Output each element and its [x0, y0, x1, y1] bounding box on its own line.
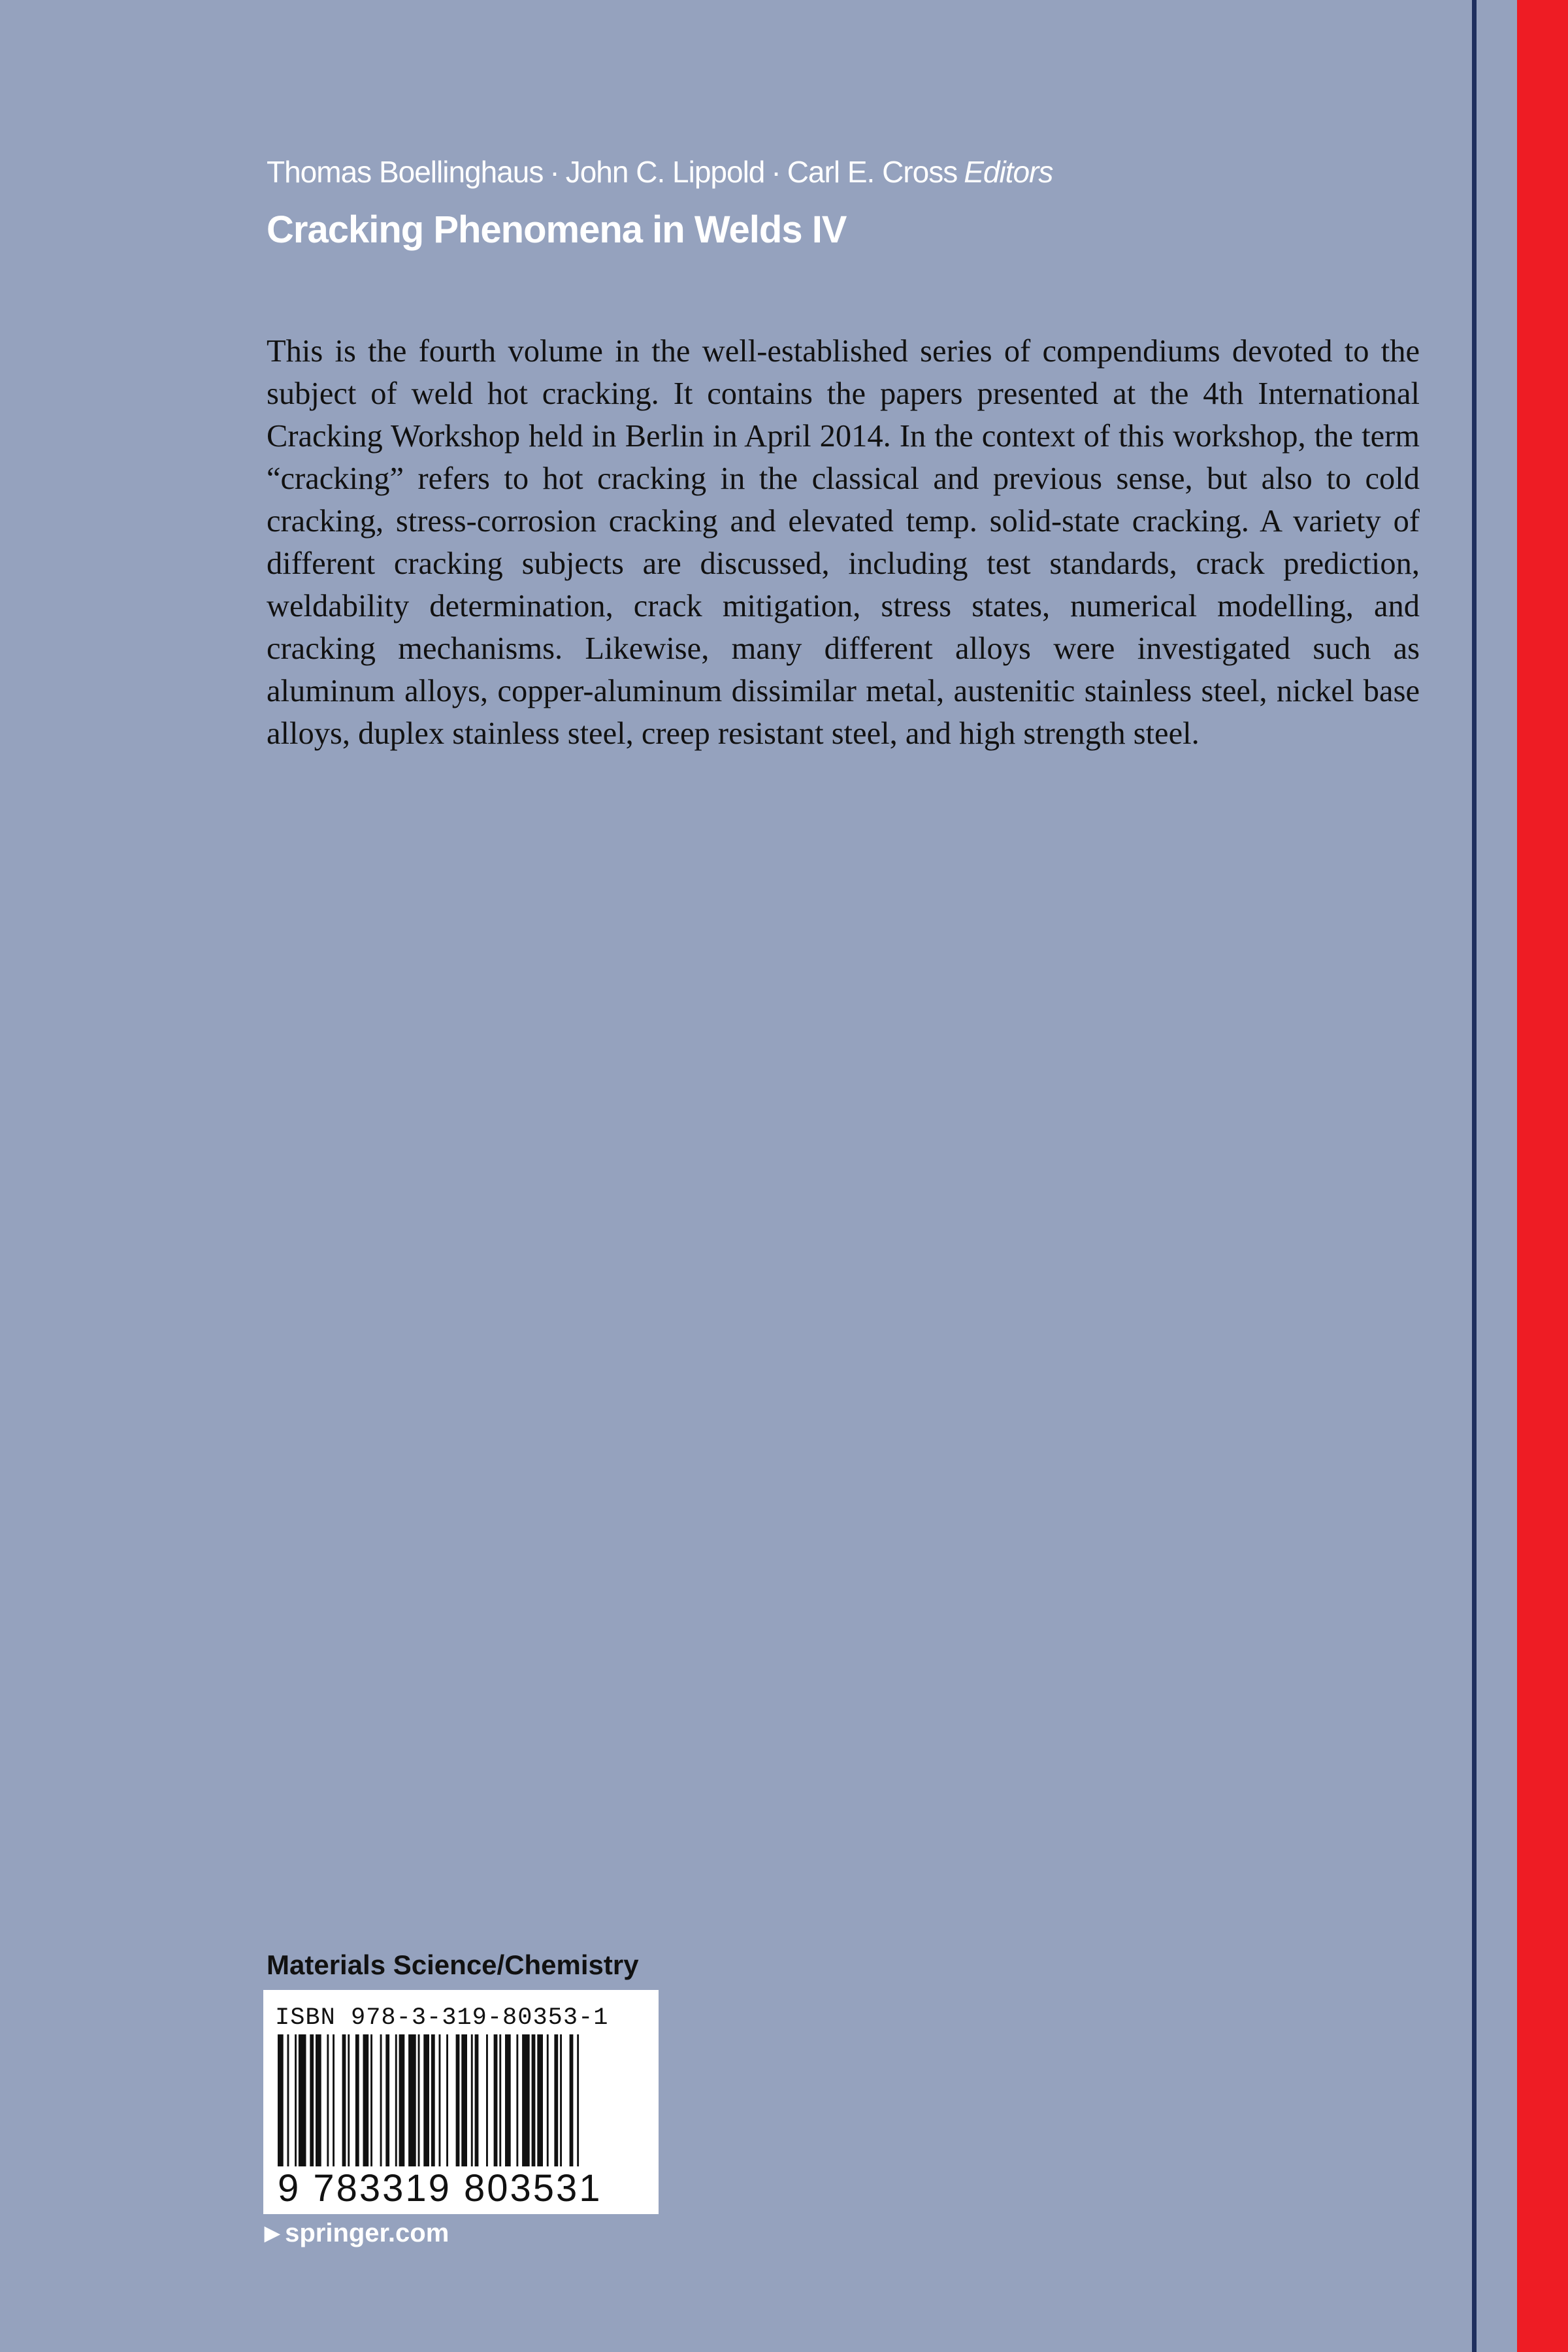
editor-name: John C. Lippold: [565, 155, 765, 189]
barcode-bar: [570, 2034, 574, 2181]
barcode-bar: [471, 2034, 473, 2181]
isbn-barcode-box: [263, 1990, 659, 2214]
isbn-number: ISBN 978-3-319-80353-1: [275, 2004, 609, 2032]
barcode-bar: [395, 2034, 397, 2181]
barcode-bar: [461, 2034, 467, 2181]
barcode-bar: [577, 2034, 579, 2181]
editor-separator: ·: [771, 155, 781, 189]
barcode-bar: [431, 2034, 435, 2181]
barcode-bar: [399, 2034, 405, 2181]
barcode-bar: [363, 2034, 369, 2181]
barcode-bar: [560, 2034, 562, 2181]
barcode-bar: [370, 2034, 372, 2181]
editor-name: Carl E. Cross: [787, 155, 958, 189]
publisher-link-text: springer.com: [285, 2219, 449, 2247]
barcode-bar: [380, 2034, 382, 2181]
barcode-bar: [310, 2034, 314, 2181]
barcode-bar: [537, 2034, 543, 2181]
barcode-bar: [522, 2034, 530, 2181]
barcode-bar: [299, 2034, 306, 2181]
barcode-bar: [423, 2034, 429, 2181]
barcode-bar: [408, 2034, 416, 2181]
book-blurb: This is the fourth volume in the well-established series of compendiums devoted to the subject of weld hot cracking. It contains the papers presented at the 4th International Cracking Workshop held in Berlin in April 2014. In the context of this workshop, the term “cracking” refers to hot cracking in the classical and previous sense, but also to cold cracking, stress-corrosion cracking and elevated temp. solid-state cracking. A variety of different cracking subjects are discussed, including test standards, crack prediction, weldability determination, crack mitigation, stress states, numerical modelling, and cracking mechanisms. Likewise, many different alloys were investigated such as aluminum alloys, copper-aluminum dissimilar metal, austenitic stainless steel, nickel base alloys, duplex stainless steel, creep resistant steel, and high strength steel.: [267, 334, 1420, 751]
barcode-bar: [532, 2034, 536, 2181]
barcode-bar: [505, 2034, 511, 2181]
barcode-bar: [446, 2034, 448, 2181]
barcode-bar: [355, 2034, 359, 2181]
barcode-bar: [418, 2034, 420, 2181]
barcode-bar: [439, 2034, 441, 2181]
barcode-bar: [456, 2034, 460, 2181]
triangle-right-icon: ▶: [265, 2223, 280, 2244]
barcode-bar: [486, 2034, 488, 2181]
barcode-bar: [547, 2034, 549, 2181]
spine-red-band: [1517, 0, 1568, 2352]
barcode-bar: [316, 2034, 321, 2181]
barcode-image: [275, 2034, 647, 2181]
barcode-bar: [295, 2034, 297, 2181]
barcode-bar: [385, 2034, 389, 2181]
barcode-bar: [516, 2034, 518, 2181]
barcode-bar: [494, 2034, 498, 2181]
editor-separator: ·: [549, 155, 559, 189]
spine-light-strip: [1477, 0, 1517, 2352]
subject-category: Materials Science/Chemistry: [267, 1949, 639, 1980]
barcode-digits: 9 783319 803531: [278, 2167, 602, 2210]
barcode-bar: [278, 2034, 284, 2181]
editors-role: Editors: [964, 155, 1053, 189]
barcode-bar: [499, 2034, 501, 2181]
spine-dark-line: [1472, 0, 1477, 2352]
barcode-bar: [327, 2034, 329, 2181]
book-title: Cracking Phenomena in Welds IV: [267, 208, 847, 251]
editor-name: Thomas Boellinghaus: [267, 155, 544, 189]
barcode-bar: [475, 2034, 479, 2181]
barcode-bar: [554, 2034, 558, 2181]
barcode-bar: [333, 2034, 335, 2181]
barcode-bar: [287, 2034, 289, 2181]
editors-line: [267, 154, 1053, 190]
publisher-link[interactable]: [265, 2219, 449, 2248]
barcode-bar: [342, 2034, 346, 2181]
barcode-bar: [348, 2034, 350, 2181]
